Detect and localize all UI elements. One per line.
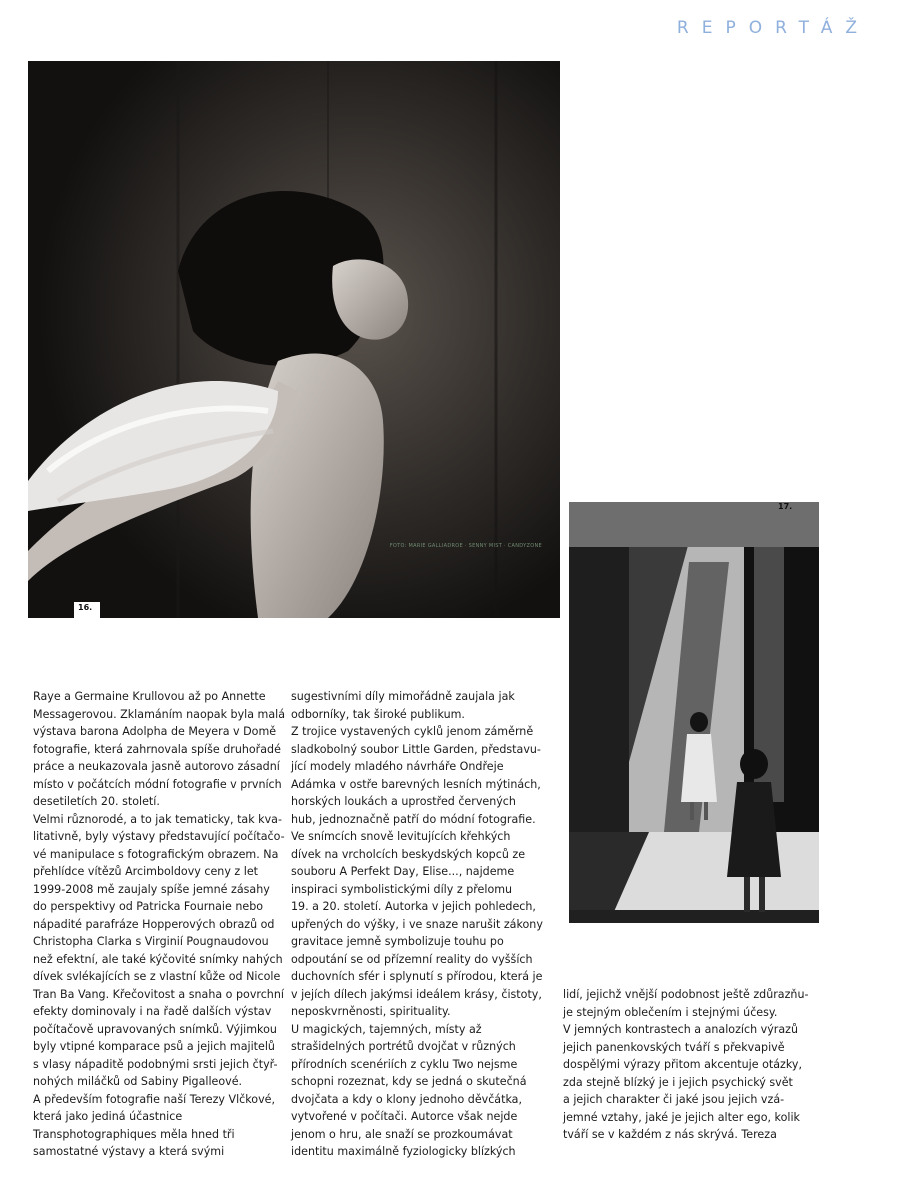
text-line: místo v počátcích módní fotografie v prvních	[33, 777, 282, 791]
text-line: V jemných kontrastech a analozích výrazů	[563, 1023, 798, 1036]
text-line: jejich panenkovských tváří s překvapivě	[563, 1040, 785, 1054]
text-line: strašidelných portrétů dvojčat v různých	[291, 1040, 516, 1053]
text-line: fotografie, která zahrnovala spíše druhořadé	[33, 742, 281, 756]
text-line: jenom o hru, ale snaží se prozkoumávat	[291, 1127, 513, 1141]
text-line: souboru A Perfekt Day, Elise..., najdeme	[291, 865, 515, 878]
text-line: Velmi různorodé, a to jak tematicky, tak kva-	[33, 812, 282, 826]
angel-wings-photo-illustration	[28, 61, 560, 618]
text-line: výstava barona Adolpha de Meyera v Domě	[33, 725, 277, 738]
text-line: samostatné výstavy a která svými	[33, 1145, 225, 1158]
text-line: Messagerovou. Zklamáním naopak byla malá	[33, 707, 286, 721]
article-column-3	[563, 986, 833, 1144]
text-line: 1999-2008 mě zaujaly spíše jemné zásahy	[33, 882, 270, 896]
text-line: dospělými výrazy přitom akcentuje otázky,	[563, 1058, 802, 1071]
text-line: vytvořené v počítači. Autorce však nejde	[291, 1110, 518, 1123]
text-line: inspiraci symbolistickými díly z přelomu	[291, 882, 513, 896]
text-line: práce a neukazovala jasně autorovo zásadní	[33, 760, 280, 773]
text-line: tváří se v každém z nás skrývá. Tereza	[563, 1128, 777, 1141]
text-line: sugestivními díly mimořádně zaujala jak	[291, 690, 515, 703]
text-line: je stejným oblečením i stejnými účesy.	[563, 1005, 778, 1019]
text-line: schopni rozeznat, kdy se jedná o skutečná	[291, 1075, 527, 1088]
text-line: Z trojice vystavených cyklů jenom záměrně	[291, 725, 534, 738]
text-line: Christopha Clarka s Virginií Pougnaudovou	[33, 935, 269, 948]
photo-caption: FOTO: MARIE GALLIADROE · SENNY MIST · CANDYZONE	[389, 543, 542, 549]
text-line: lidí, jejichž vnější podobnost ještě zdůrazňu-	[563, 988, 809, 1001]
text-line: do perspektivy od Patricka Fournaie nebo	[33, 900, 264, 913]
text-line: přehlídce vítězů Arcimboldovy ceny z let	[33, 865, 259, 878]
text-line: vé manipulace s fotografickým obrazem. Na	[33, 847, 279, 861]
main-photo	[28, 61, 560, 618]
text-line: identitu maximálně fyziologicky blízkých	[291, 1145, 516, 1158]
article-column-2	[291, 688, 556, 1161]
article-column-1	[33, 688, 288, 1161]
alley-girls-photo-illustration	[569, 502, 819, 923]
text-line: U magických, tajemných, místy až	[291, 1022, 482, 1036]
text-line: přírodních scenériích z cyklu Two nejsme	[291, 1057, 518, 1071]
text-line: byly vtipné komparace psů a jejich majitelů	[33, 1040, 275, 1053]
text-line: duchovních sfér i splynutí s přírodou, která je	[291, 970, 543, 983]
text-line: Tran Ba Vang. Křečovitost a snaha o povrchní	[33, 987, 284, 1001]
text-line: jící modely mladého návrháře Ondřeje	[291, 760, 504, 773]
text-line: dívek na vrcholcích beskydských kopců ze	[291, 847, 526, 861]
text-line: nohých miláčků od Sabiny Pigalleové.	[33, 1075, 243, 1088]
text-line: dvojčata a kdy o klony jednoho děvčátka,	[291, 1092, 523, 1106]
text-line: hub, jednoznačně patří do módní fotografie.	[291, 812, 536, 826]
text-line: Ve snímcích snově levitujících křehkých	[291, 830, 511, 843]
text-line: desetiletích 20. století.	[33, 795, 160, 808]
text-line: A především fotografie naší Terezy Vlčkové,	[33, 1092, 275, 1106]
text-line: zda stejně blízký je i jejich psychický svět	[563, 1075, 793, 1089]
text-line: s vlasy nápaditě podobnými srsti jejich čtyř-	[33, 1057, 278, 1071]
text-line: neposkvrněnosti, spirituality.	[291, 1005, 451, 1018]
text-line: efekty dominovaly i na řadě dalších výstav	[33, 1005, 272, 1018]
text-line: upřených do výšky, i ve snaze narušit zákony	[291, 917, 543, 931]
text-line: počítačově upravovaných snímků. Výjimkou	[33, 1022, 277, 1036]
text-line: sladkobolný soubor Little Garden, představu-	[291, 742, 541, 756]
text-line: v jejích dílech jakýmsi ideálem krásy, čistoty,	[291, 987, 542, 1001]
text-line: odborníky, tak široké publikum.	[291, 707, 465, 721]
text-line: gravitace jemně symbolizuje touhu po	[291, 935, 504, 948]
figure-number-16: 16.	[74, 602, 100, 618]
text-line: než efektní, ale také kýčovité snímky nahých	[33, 952, 283, 966]
text-line: která jako jediná účastnice	[33, 1110, 183, 1123]
text-line: Transphotographiques měla hned tři	[33, 1127, 235, 1141]
alley-photo	[569, 502, 819, 923]
text-line: odpoutání se od přízemní reality do vyšších	[291, 952, 533, 966]
text-line: nápadité parafráze Hopperových obrazů od	[33, 917, 275, 931]
text-line: Raye a Germaine Krullovou až po Annette	[33, 690, 266, 703]
text-line: a jejich charakter či jaké jsou jejich vzá-	[563, 1093, 785, 1106]
section-label: REPORTÁŽ	[676, 18, 870, 38]
text-line: horských loukách a uprostřed červených	[291, 795, 516, 808]
text-line: jemné vztahy, jaké je jejich alter ego, kolik	[563, 1110, 800, 1124]
figure-number-17: 17.	[778, 502, 793, 511]
text-line: 19. a 20. století. Autorka v jejich pohledech,	[291, 900, 536, 913]
text-line: dívek svlékajících se z vlastní kůže od Nicole	[33, 970, 281, 983]
text-line: Adámka v ostře barevných lesních mýtinách,	[291, 777, 541, 791]
text-line: litativně, byly výstavy představující počítačo-	[33, 830, 285, 843]
